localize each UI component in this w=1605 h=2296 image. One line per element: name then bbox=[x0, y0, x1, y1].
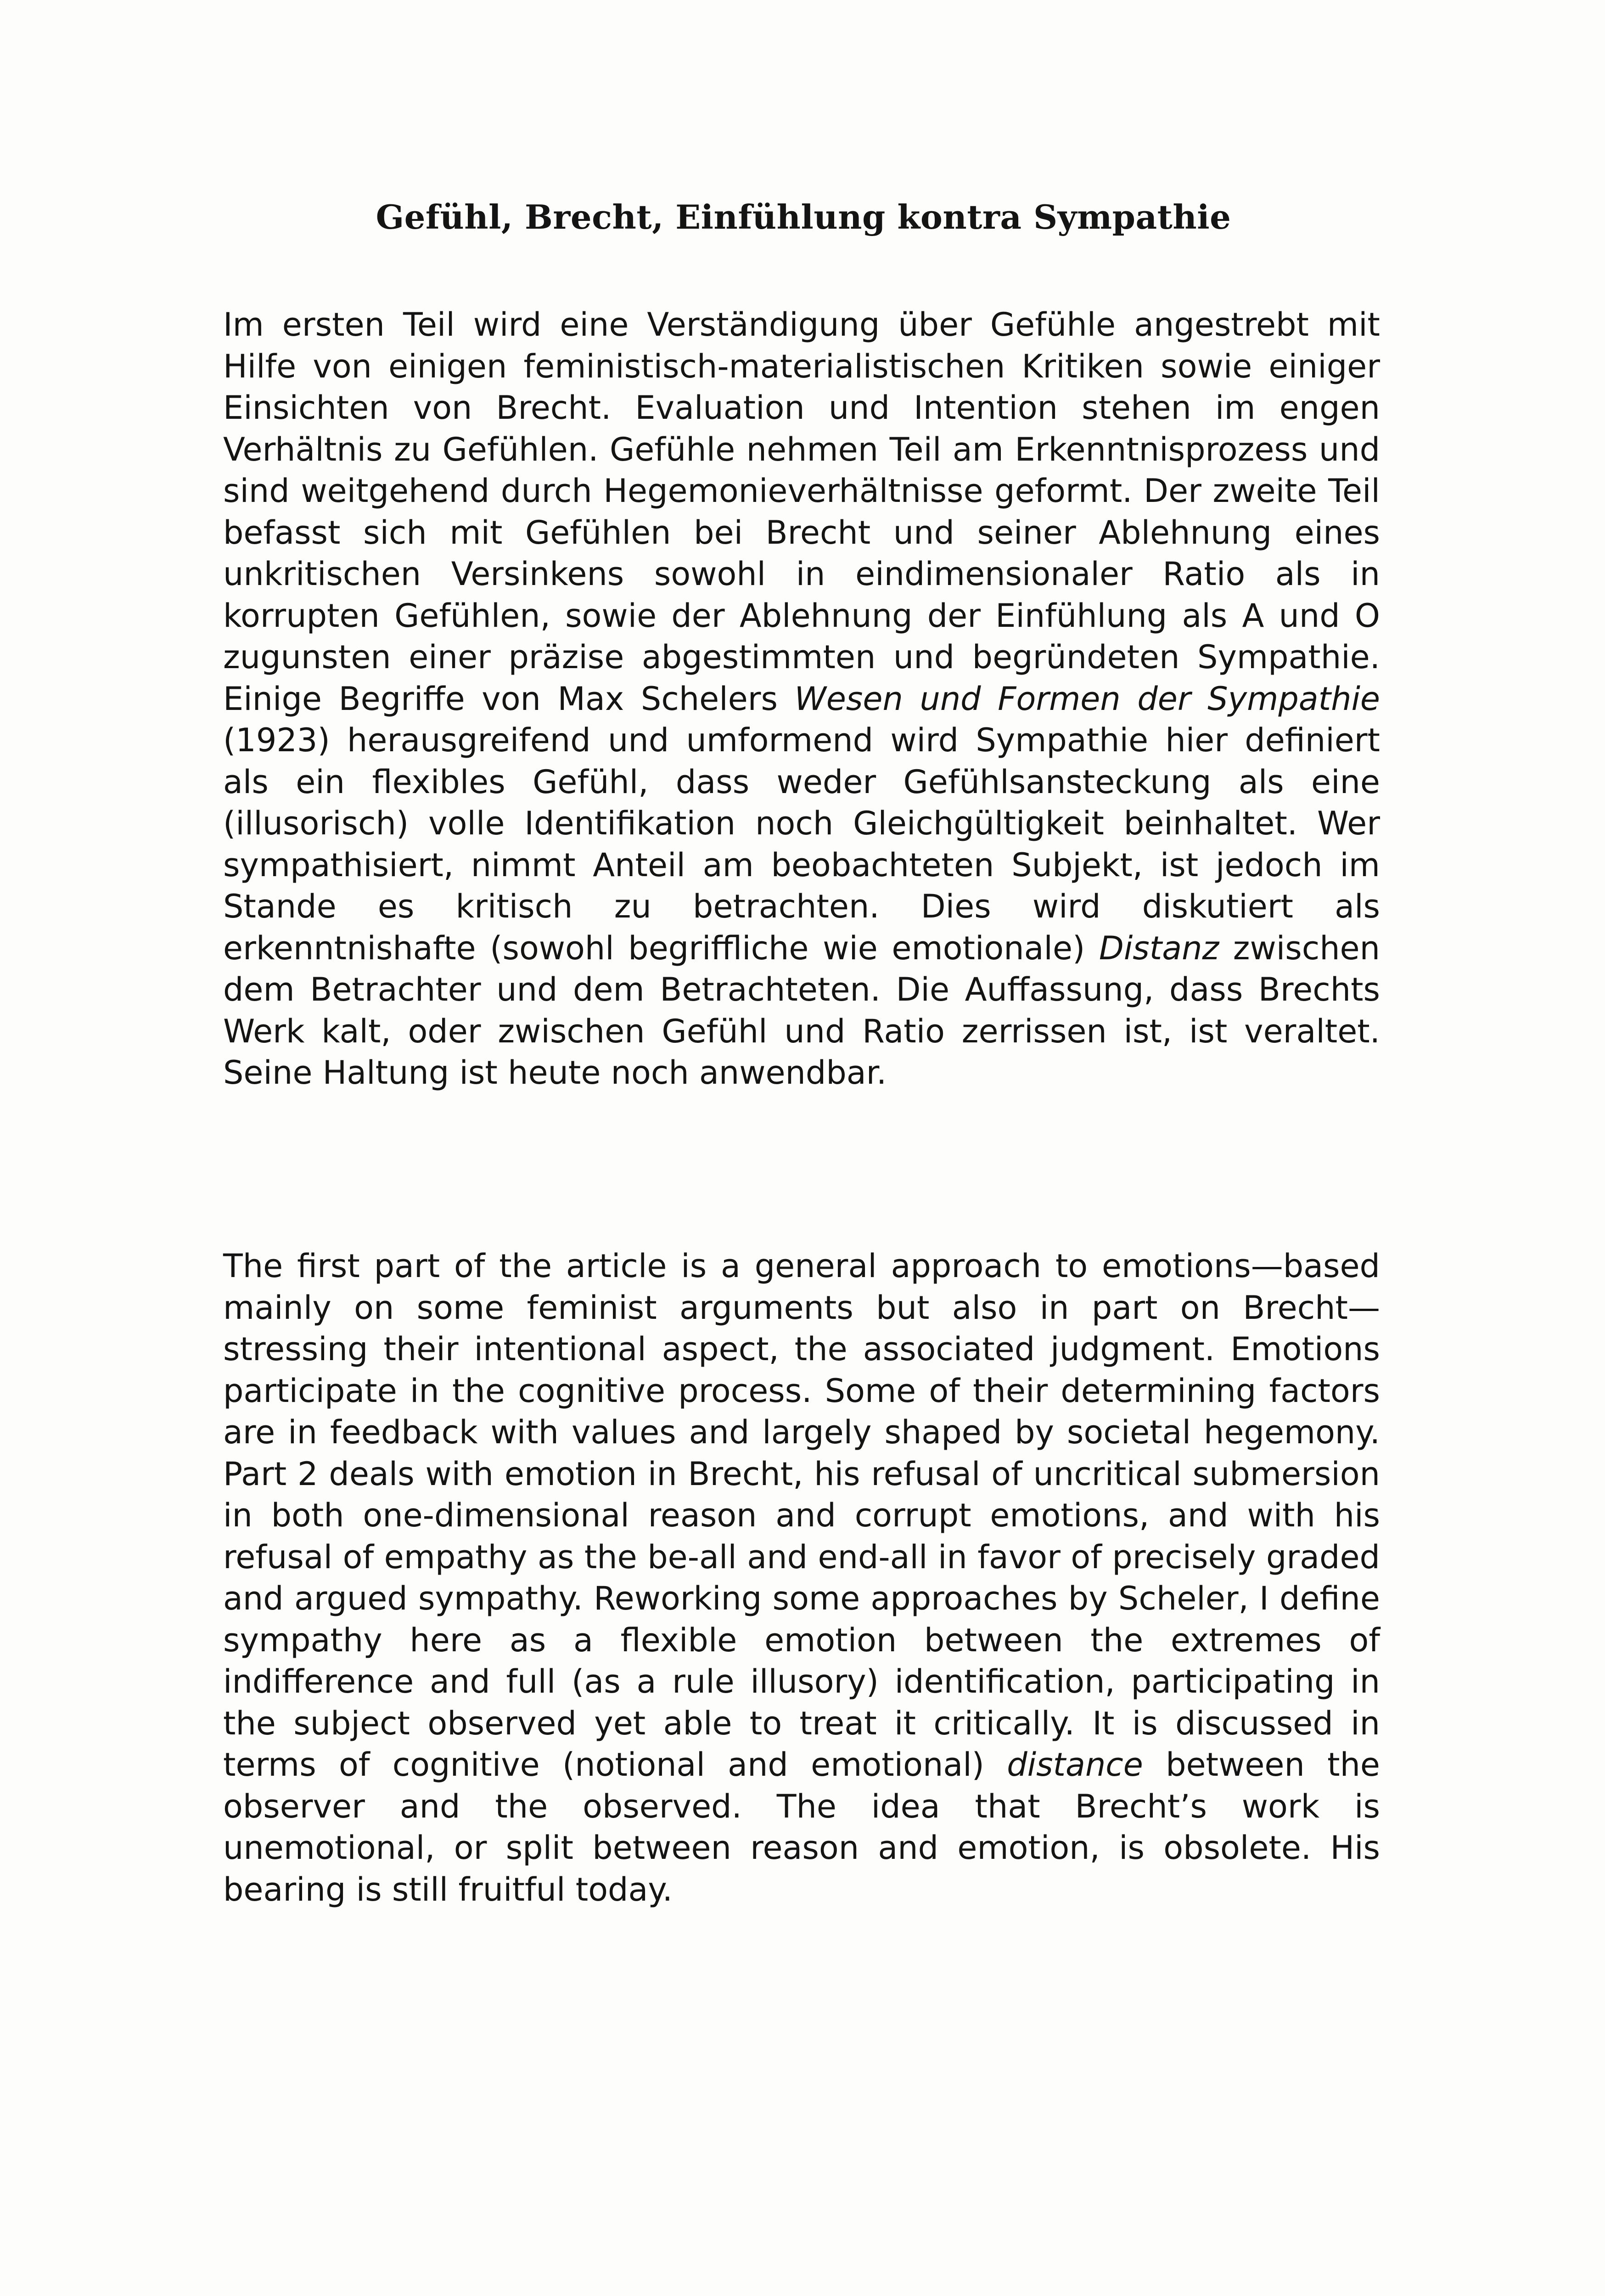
abstract-german-text-3: zwischen dem Betrachter und dem Betrachteten. Die Auffassung, dass Brechts Werk kalt, oder zwischen Gefühl und Ratio zerrissen ist, ist veraltet. Seine Haltung ist heute noch anwendbar. bbox=[223, 929, 1380, 1092]
abstract-german-text-2: (1923) herausgreifend und umformend wird Sympathie hier definiert als ein flexibles Gefühl, dass weder Gefühlsansteckung als eine (illusorisch) volle Identifikation noch Gleichgültigkeit beinhaltet. Wer sympathisiert, nimmt Anteil am beobachteten Subjekt, ist jedoch im Stande es kritisch zu betrachten. Dies wird diskutiert als erkenntnishafte (sowohl begriffliche wie emotionale) bbox=[223, 721, 1380, 967]
term-distanz: Distanz bbox=[1099, 929, 1219, 967]
article-title: Gefühl, Brecht, Einfühlung kontra Sympathie bbox=[376, 197, 1231, 236]
abstract-english bbox=[223, 1245, 1380, 1910]
abstract-german bbox=[223, 304, 1380, 1094]
abstract-english-text-1: The first part of the article is a general approach to emotions—based mainly on some feminist arguments but also in part on Brecht—stressing their intentional aspect, the associated judgment. Emotions participate in the cognitive process. Some of their determining factors are in feedback with values and largely shaped by societal hegemony. Part 2 deals with emotion in Brecht, his refusal of uncritical submersion in both one-dimensional reason and corrupt emotions, and with his refusal of empathy as the be-all and end-all in favor of precisely graded and argued sympathy. Reworking some approaches by Scheler, I define sympathy here as a flexible emotion between the extremes of indifference and full (as a rule illusory) identification, participating in the subject observed yet able to treat it critically. It is discussed in terms of cognitive (notional and emotional) bbox=[223, 1247, 1380, 1784]
abstract-german-text-1: Im ersten Teil wird eine Verständigung über Gefühle angestrebt mit Hilfe von einigen feministisch-materialistischen Kritiken sowie einiger Einsichten von Brecht. Evaluation und Intention stehen im engen Verhältnis zu Gefühlen. Gefühle nehmen Teil am Erkenntnisprozess und sind weitgehend durch Hegemonieverhältnisse geformt. Der zweite Teil befasst sich mit Gefühlen bei Brecht und seiner Ablehnung eines unkritischen Versinkens sowohl in eindimensionaler Ratio als in korrupten Gefühlen, sowie der Ablehnung der Einfühlung als A und O zugunsten einer präzise abgestimmten und begründeten Sympathie. Einige Begriffe von Max Schelers bbox=[223, 306, 1380, 718]
term-distance: distance bbox=[1007, 1746, 1143, 1784]
cited-work-title: Wesen und Formen der Sympathie bbox=[794, 680, 1380, 718]
abstract-english-text-2: between the observer and the observed. The idea that Brecht’s work is unemotional, or split between reason and emotion, is obsolete. His bearing is still fruitful today. bbox=[223, 1746, 1381, 1908]
